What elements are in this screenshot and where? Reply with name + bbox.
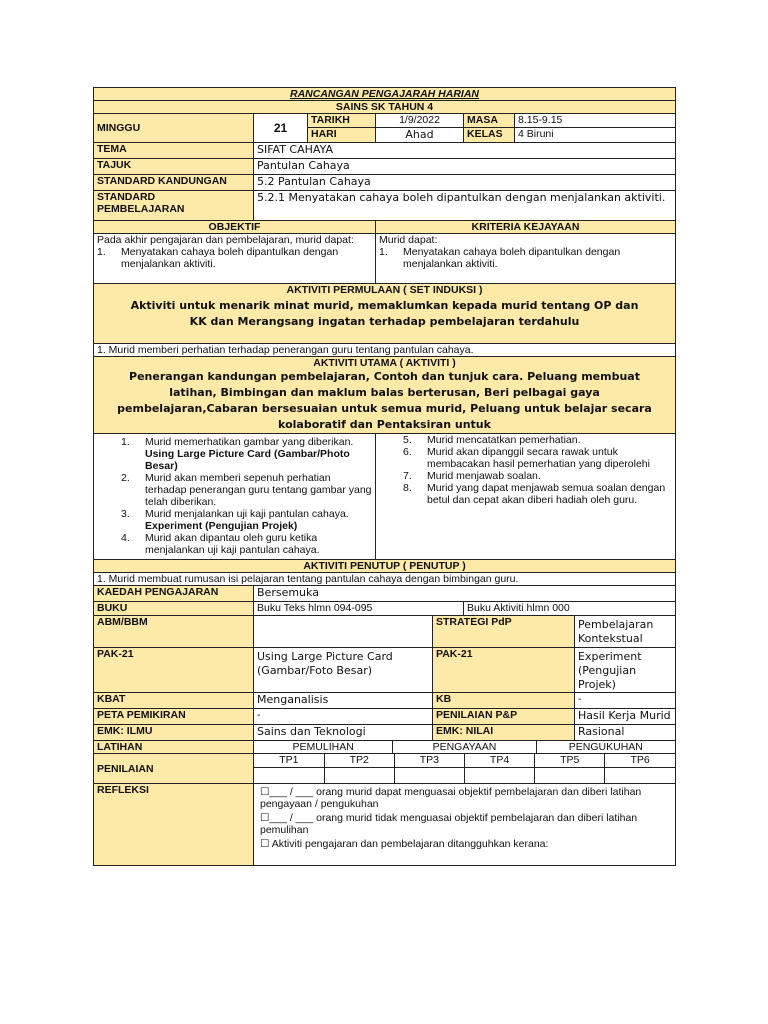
peta-pemikiran-value: - [254, 709, 433, 725]
list-item [379, 446, 672, 470]
strategi-label: STRATEGI PdP [433, 616, 575, 648]
kriteria-header: KRITERIA KEJAYAAN [376, 221, 676, 234]
pak21-label: PAK-21 [94, 648, 254, 693]
permulaan-title: AKTIVITI PERMULAAN ( SET INDUKSI ) [286, 284, 483, 296]
kaedah-label: KAEDAH PENGAJARAN [94, 586, 254, 602]
pak21-label-2: PAK-21 [433, 648, 575, 693]
standard-pembelajaran-label-line2: PEMBELAJARAN [97, 203, 185, 215]
tarikh-label: TARIKH [308, 114, 376, 128]
document-title: RANCANGAN PENGAJARAH HARIAN [94, 88, 676, 101]
item-number: 3. [121, 508, 130, 520]
latihan-pengayaan: PENGAYAAN [393, 741, 536, 753]
item-text: Murid akan memberi sepenuh perhatian terhadap penerangan guru tentang gambar yang telah diberikan. [145, 472, 372, 508]
tp3-cell [394, 767, 464, 783]
item-text [145, 436, 372, 472]
permulaan-description: Aktiviti untuk menarik minat murid, memaklumkan kepada murid tentang OP dan KK dan Merangsang ingatan terhadap pembelajaran terdahulu [130, 299, 639, 328]
refleksi-line-1: ☐___ / ___ orang murid dapat menguasai objektif pembelajaran dan diberi latihan pengayaan / pengukuhan [260, 786, 642, 810]
list-item [97, 508, 372, 532]
utama-description: Penerangan kandungan pembelajaran, Contoh dan tunjuk cara. Peluang membuat latihan, Bimbingan dan maklum balas berterusan, Beri pelbagai gaya pembelajaran,Cabaran bersesuaian untuk semua murid, Peluang untuk belajar secara kolaboratif dan Pentaksiran untuk [117, 370, 652, 431]
standard-pembelajaran-value: 5.2.1 Menyatakan cahaya boleh dipantulkan dengan menjalankan aktiviti. [254, 191, 676, 221]
item-number: 1. [121, 436, 130, 448]
tp2-cell [324, 767, 394, 783]
item-text: Murid mencatatkan pemerhatian. [427, 434, 581, 446]
item-text: Menyatakan cahaya boleh dipantulkan dengan menjalankan aktiviti. [121, 246, 339, 270]
item-number: 1. [97, 246, 106, 258]
kriteria-content [376, 234, 676, 284]
utama-title: AKTIVITI UTAMA ( AKTIVITI ) [313, 357, 456, 369]
pak21-value: Using Large Picture Card (Gambar/Foto Besar) [254, 648, 433, 693]
item-number: 5. [403, 434, 412, 446]
kb-value: - [575, 693, 676, 709]
list-item [97, 246, 372, 270]
emk-ilmu-label: EMK: ILMU [94, 725, 254, 741]
tp6-header: TP6 [630, 754, 650, 766]
list-item [97, 532, 372, 556]
latihan-pemulihan: PEMULIHAN [254, 741, 393, 753]
refleksi-label: REFLEKSI [94, 784, 254, 866]
item-number: 1. [379, 246, 388, 258]
utama-right-column [376, 434, 676, 560]
tp4-cell [464, 767, 534, 783]
emk-nilai-value: Rasional [575, 725, 676, 741]
item-plain-text: Murid memerhatikan gambar yang diberikan. [145, 436, 354, 448]
kb-label: KB [433, 693, 575, 709]
penilaian-pp-value: Hasil Kerja Murid [575, 709, 676, 725]
tp5-cell [535, 767, 605, 783]
buku-teks: Buku Teks hlmn 094-095 [254, 602, 464, 616]
permulaan-section [94, 284, 676, 344]
pak21-value-2: Experiment (Pengujian Projek) [575, 648, 676, 693]
penutup-item: 1. Murid membuat rumusan isi pelajaran tentang pantulan cahaya dengan bimbingan guru. [94, 573, 676, 586]
standard-kandungan-value: 5.2 Pantulan Cahaya [254, 175, 676, 191]
tema-label: TEMA [94, 143, 254, 159]
utama-left-column [94, 434, 376, 560]
kriteria-intro: Murid dapat: [379, 234, 438, 246]
item-number: 4. [121, 532, 130, 544]
buku-label: BUKU [94, 602, 254, 616]
emk-ilmu-value: Sains dan Teknologi [254, 725, 433, 741]
item-number: 7. [403, 470, 412, 482]
penilaian-label: PENILAIAN [94, 754, 254, 784]
item-plain-text: Murid menjalankan uji kaji pantulan cahaya. [145, 508, 349, 520]
item-text: Murid menjawab soalan. [427, 470, 541, 482]
abm-label: ABM/BBM [94, 616, 254, 648]
emk-nilai-label: EMK: NILAI [433, 725, 575, 741]
tp5-header: TP5 [535, 754, 605, 767]
item-number: 6. [403, 446, 412, 458]
item-text: Murid akan dipanggil secara rawak untuk membacakan hasil pemerhatian yang diperolehi [427, 446, 650, 470]
standard-pembelajaran-label-line1: STANDARD [97, 191, 156, 203]
penilaian-pp-label: PENILAIAN P&P [433, 709, 575, 725]
minggu-value: 21 [254, 114, 308, 143]
tp6-cell [605, 767, 675, 783]
strategi-value: Pembelajaran Kontekstual [575, 616, 676, 648]
permulaan-item: 1. Murid memberi perhatian terhadap penerangan guru tentang pantulan cahaya. [94, 344, 676, 357]
item-text: Murid yang dapat menjawab semua soalan dengan betul dan cepat akan diberi hadiah oleh guru. [427, 482, 666, 506]
item-text: Murid akan dipantau oleh guru ketika menjalankan uji kaji pantulan cahaya. [145, 532, 320, 556]
tarikh-value: 1/9/2022 [376, 114, 464, 128]
abm-value [254, 616, 433, 648]
refleksi-line-3: ☐ Aktiviti pengajaran dan pembelajaran ditangguhkan kerana: [260, 838, 549, 850]
masa-value: 8.15-9.15 [515, 114, 676, 128]
item-text: Menyatakan cahaya boleh dipantulkan dengan menjalankan aktiviti. [403, 246, 621, 270]
buku-aktiviti: Buku Aktiviti hlmn 000 [464, 602, 676, 616]
minggu-label: MINGGU [94, 114, 254, 143]
item-number: 8. [403, 482, 412, 494]
kelas-value: 4 Biruni [515, 128, 676, 143]
item-bold-text: Using Large Picture Card (Gambar/Photo Besar) [145, 448, 350, 472]
tp1-cell [254, 767, 324, 783]
kbat-label: KBAT [94, 693, 254, 709]
tp4-header: TP4 [464, 754, 534, 767]
latihan-options [254, 741, 676, 754]
latihan-pengukuhan: PENGUKUHAN [568, 741, 643, 753]
latihan-label: LATIHAN [94, 741, 254, 754]
refleksi-content [254, 784, 676, 866]
kelas-label: KELAS [464, 128, 515, 143]
tp1-header: TP1 [254, 754, 324, 767]
objektif-intro: Pada akhir pengajaran dan pembelajaran, murid dapat: [97, 234, 354, 246]
hari-value: Ahad [376, 128, 464, 143]
tajuk-value: Pantulan Cahaya [254, 159, 676, 175]
item-text [145, 508, 372, 532]
hari-label: HARI [308, 128, 376, 143]
tp3-header: TP3 [394, 754, 464, 767]
standard-pembelajaran-label [94, 191, 254, 221]
list-item [97, 472, 372, 508]
list-item [379, 434, 672, 446]
tema-value: SIFAT CAHAYA [254, 143, 676, 159]
tajuk-label: TAJUK [94, 159, 254, 175]
lesson-plan-table [93, 87, 676, 866]
masa-label: MASA [464, 114, 515, 128]
objektif-header: OBJEKTIF [94, 221, 376, 234]
penilaian-tp-grid [254, 754, 676, 784]
list-item [379, 246, 672, 270]
document-subtitle: SAINS SK TAHUN 4 [94, 101, 676, 114]
objektif-content [94, 234, 376, 284]
list-item [379, 470, 672, 482]
tp2-header: TP2 [324, 754, 394, 767]
penutup-title: AKTIVITI PENUTUP ( PENUTUP ) [94, 560, 676, 573]
kaedah-value: Bersemuka [254, 586, 676, 602]
kbat-value: Menganalisis [254, 693, 433, 709]
peta-pemikiran-label: PETA PEMIKIRAN [94, 709, 254, 725]
item-bold-text: Experiment (Pengujian Projek) [145, 520, 298, 532]
list-item [379, 482, 672, 506]
list-item [97, 436, 372, 472]
item-number: 2. [121, 472, 130, 484]
standard-kandungan-label: STANDARD KANDUNGAN [94, 175, 254, 191]
utama-section [94, 357, 676, 434]
refleksi-line-2: ☐___ / ___ orang murid tidak menguasai objektif pembelajaran dan diberi latihan pemulihan [260, 812, 638, 836]
